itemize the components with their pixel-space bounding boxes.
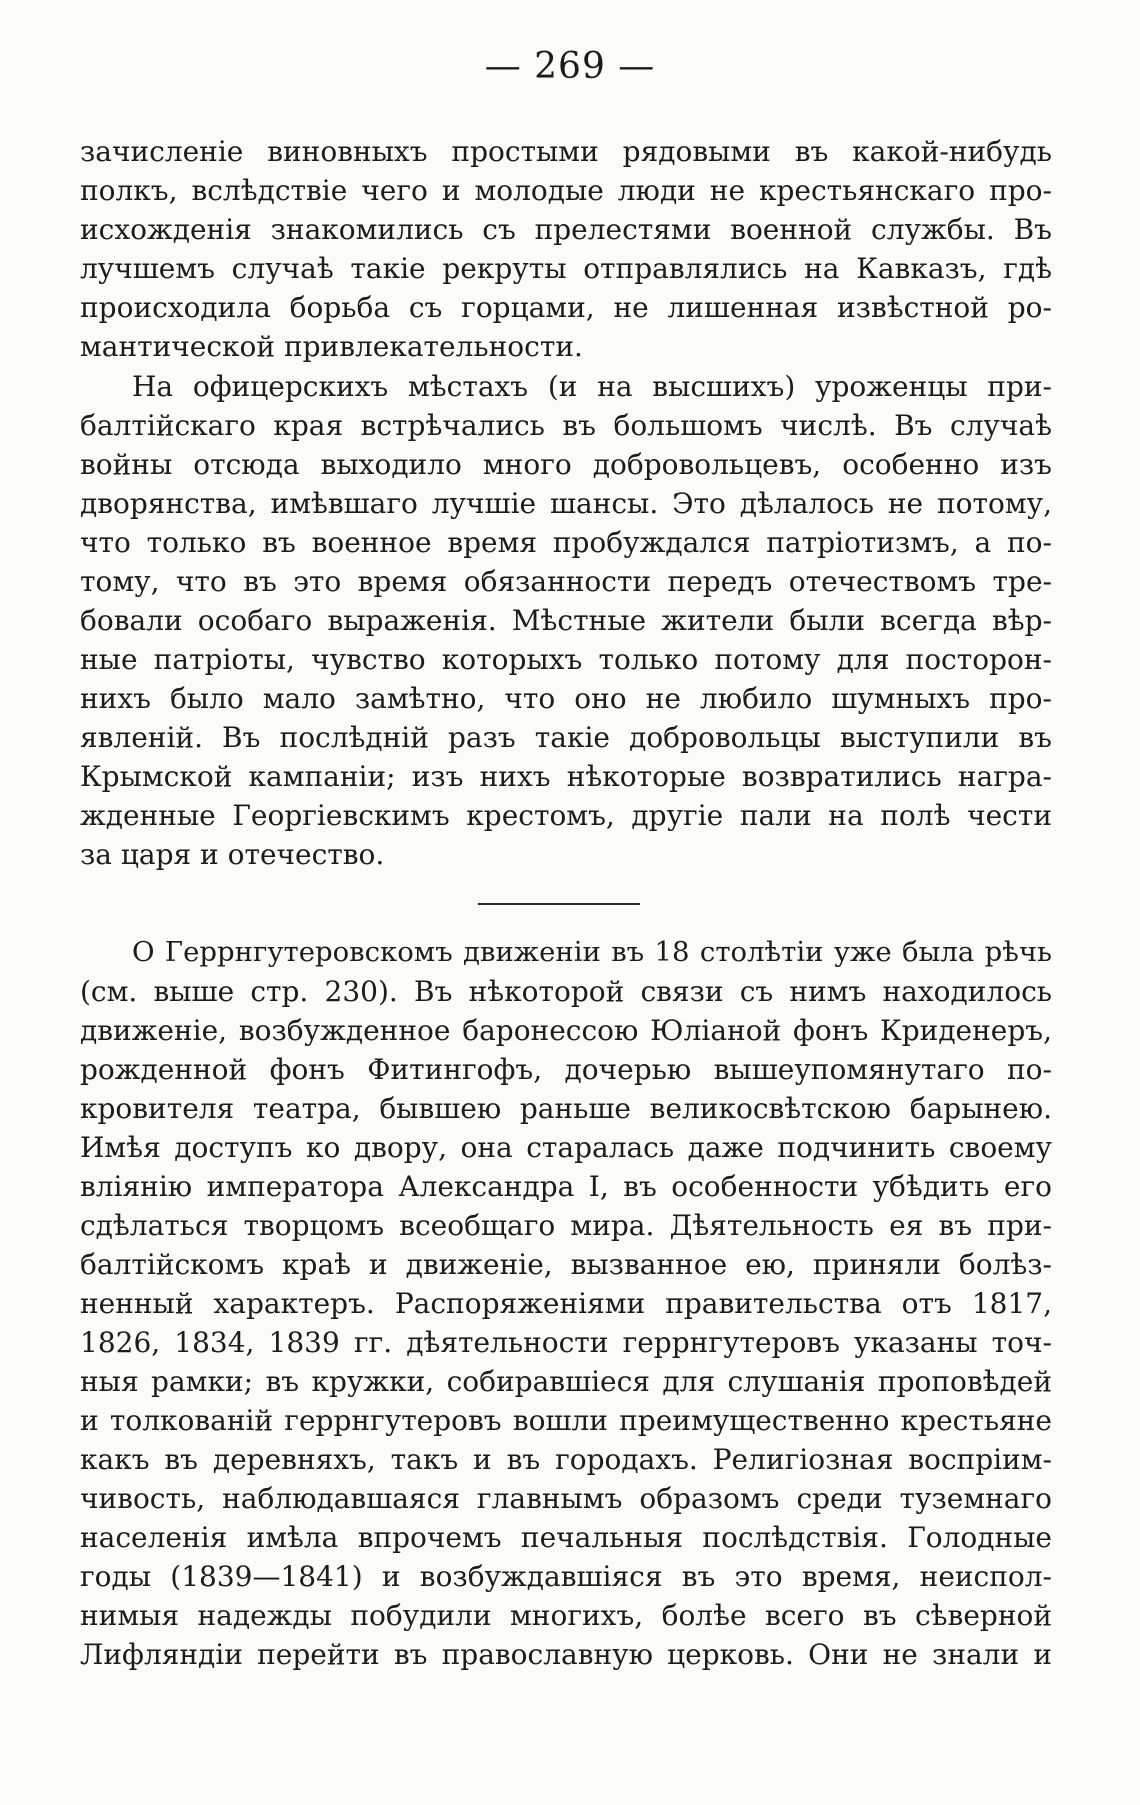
text-line: О Геррнгутеровскомъ движеніи въ 18 столѣтіи уже была рѣчь [132,936,1052,968]
text-line: что только въ военное время пробуждался патріотизмъ, а по- [80,526,1052,559]
text-line: рожденной фонъ Фитингофъ, дочерью вышеупомянутаго по- [80,1053,1052,1086]
text-line: явленій. Въ послѣдній разъ такіе добровольцы выступили въ [80,721,1052,754]
text-line: жденные Георгіевскимъ крестомъ, другіе пали на полѣ чести [80,799,1052,832]
text-line: бовали особаго выраженія. Мѣстные жители были всегда вѣр- [80,604,1052,637]
text-line: балтійскомъ краѣ и движеніе, вызванное ею, приняли болѣз- [80,1248,1052,1281]
text-line: войны отсюда выходило много добровольцевъ, особенно изъ [80,448,1052,481]
text-line: 1826, 1834, 1839 гг. дѣятельности геррнгутеровъ указаны точ- [80,1326,1052,1359]
text-line: Крымской кампаніи; изъ нихъ нѣкоторые возвратились награ- [80,760,1052,793]
text-line: лучшемъ случаѣ такіе рекруты отправлялись на Кавказъ, гдѣ [80,252,1052,285]
text-line: ненный характеръ. Распоряженіями правительства отъ 1817, [80,1287,1052,1320]
text-line: годы (1839—1841) и возбуждавшіяся въ это время, неиспол- [80,1560,1052,1593]
text-line: исхожденія знакомились съ прелестями военной службы. Въ [80,213,1052,246]
text-line: На офицерскихъ мѣстахъ (и на высшихъ) уроженцы при- [132,370,1052,403]
text-line: какъ въ деревняхъ, такъ и въ городахъ. Религіозная воспріим- [80,1443,1052,1476]
paragraph-1 [80,132,1052,366]
text-line: чивость, наблюдавшаяся главнымъ образомъ среди туземнаго [80,1482,1052,1515]
text-line: (см. выше стр. 230). Въ нѣкоторой связи съ нимъ находилось [80,975,1052,1008]
text-line: тому, что въ это время обязанности передъ отечествомъ тре- [80,565,1052,598]
text-line: мантической привлекательности. [80,330,583,363]
text-line: нимыя надежды побудили многихъ, болѣе всего въ сѣверной [80,1599,1052,1632]
text-line: Имѣя доступъ ко двору, она старалась даже подчинить своему [80,1131,1052,1164]
text-line: Лифляндіи перейти въ православную церковь. Они не знали и [80,1638,1052,1671]
text-line: происходила борьба съ горцами, не лишенная извѣстной ро- [80,291,1052,324]
text-line: населенія имѣла впрочемъ печальныя послѣдствія. Голодные [80,1521,1052,1554]
page-number: — 269 — [484,46,656,87]
text-line: нихъ было мало замѣтно, что оно не любило шумныхъ про- [80,682,1052,715]
text-line: балтійскаго края встрѣчались въ большомъ числѣ. Въ случаѣ [80,409,1052,442]
text-line: движеніе, возбужденное баронессою Юліаной фонъ Криденеръ, [80,1014,1052,1047]
text-line: сдѣлаться творцомъ всеобщаго мира. Дѣятельность ея въ при- [80,1209,1052,1242]
text-line: и толкованій геррнгутеровъ вошли преимущественно крестьяне [80,1404,1052,1437]
text-line: ные патріоты, чувство которыхъ только потому для посторон- [80,643,1052,676]
text-line: кровителя театра, бывшею раньше великосвѣтскою барынею. [80,1092,1052,1125]
paragraph-3 [80,933,1052,1674]
text-line: полкъ, вслѣдствіе чего и молодые люди не крестьянскаго про- [80,174,1052,207]
paragraph-2 [80,367,1052,874]
section-divider [478,903,640,905]
text-line: зачисленіе виновныхъ простыми рядовыми въ какой-нибудь [80,135,1052,168]
text-line: за царя и отечество. [80,838,385,871]
text-line: ныя рамки; въ кружки, собиравшіеся для слушанія проповѣдей [80,1365,1052,1398]
text-line: дворянства, имѣвшаго лучшіе шансы. Это дѣлалось не потому, [80,487,1052,520]
text-line: вліянію императора Александра I, въ особенности убѣдить его [80,1170,1052,1203]
